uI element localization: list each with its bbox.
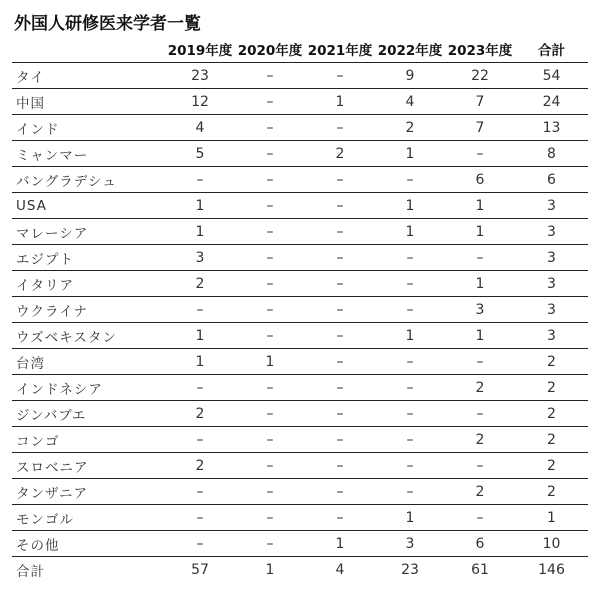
table-row: [12, 453, 588, 479]
year-value-cell: 2: [445, 479, 515, 505]
country-name: USA: [12, 193, 165, 219]
year-value-cell: 4: [375, 89, 445, 115]
header-total: 合計: [515, 36, 588, 63]
total-row: [12, 557, 588, 583]
table-row: [12, 89, 588, 115]
country-name: タンザニア: [12, 479, 165, 505]
year-value-cell: –: [375, 349, 445, 375]
year-value-cell: –: [235, 141, 305, 167]
row-total-cell: 54: [515, 63, 588, 89]
year-value-cell: 1: [445, 323, 515, 349]
year-value-cell: –: [235, 401, 305, 427]
year-value-cell: 1: [305, 531, 375, 557]
year-value-cell: 1: [445, 193, 515, 219]
year-value-cell: –: [305, 401, 375, 427]
year-value-cell: 1: [445, 219, 515, 245]
country-name: インドネシア: [12, 375, 165, 401]
year-value-cell: –: [305, 323, 375, 349]
year-value-cell: –: [235, 531, 305, 557]
country-name: コンゴ: [12, 427, 165, 453]
year-value-cell: –: [235, 453, 305, 479]
year-value-cell: –: [235, 427, 305, 453]
year-value-cell: –: [165, 297, 235, 323]
year-value-cell: –: [375, 427, 445, 453]
row-total-cell: 3: [515, 245, 588, 271]
year-value-cell: –: [305, 479, 375, 505]
year-value-cell: –: [165, 167, 235, 193]
header-country: [12, 36, 165, 63]
row-total-cell: 3: [515, 193, 588, 219]
year-value-cell: –: [235, 323, 305, 349]
year-value-cell: 57: [191, 561, 209, 578]
year-value-cell: –: [305, 427, 375, 453]
year-value-cell: –: [235, 193, 305, 219]
country-name: 合計: [16, 563, 45, 580]
year-value-cell: 6: [445, 531, 515, 557]
year-value-cell: –: [235, 245, 305, 271]
row-total-cell: 8: [515, 141, 588, 167]
row-total-cell: 13: [515, 115, 588, 141]
row-total-cell: 3: [515, 219, 588, 245]
table-row: [12, 323, 588, 349]
year-value-cell: 1: [165, 193, 235, 219]
foreign-trainee-table: [12, 36, 588, 582]
year-value-cell: 1: [445, 271, 515, 297]
year-value-cell: 23: [401, 561, 419, 578]
header-2021: 2021年度: [305, 36, 375, 63]
year-value-cell: –: [375, 453, 445, 479]
year-value-cell: –: [305, 297, 375, 323]
table-row: [12, 401, 588, 427]
country-name: モンゴル: [12, 505, 165, 531]
year-value-cell: 2: [445, 375, 515, 401]
year-value-cell: –: [445, 245, 515, 271]
year-value-cell: –: [305, 453, 375, 479]
year-value-cell: 1: [235, 349, 305, 375]
country-name: エジプト: [12, 245, 165, 271]
year-value-cell: 1: [375, 193, 445, 219]
table-row: [12, 427, 588, 453]
row-total-cell: 24: [515, 89, 588, 115]
row-total-cell: 2: [515, 349, 588, 375]
year-value-cell: –: [305, 167, 375, 193]
row-total-cell: 3: [515, 323, 588, 349]
year-value-cell: 22: [445, 63, 515, 89]
row-total-cell: 3: [515, 271, 588, 297]
country-name: ミャンマー: [12, 141, 165, 167]
table-row: [12, 479, 588, 505]
year-value-cell: –: [235, 271, 305, 297]
table-row: [12, 349, 588, 375]
year-value-cell: –: [305, 245, 375, 271]
year-value-cell: –: [235, 89, 305, 115]
year-value-cell: 4: [335, 561, 345, 578]
year-value-cell: –: [305, 63, 375, 89]
row-total-cell: 1: [515, 505, 588, 531]
table-row: [12, 63, 588, 89]
table-row: [12, 219, 588, 245]
row-total-cell: 2: [515, 375, 588, 401]
year-value-cell: –: [235, 115, 305, 141]
row-total-cell: 2: [515, 453, 588, 479]
year-value-cell: 2: [305, 141, 375, 167]
row-total-cell: 6: [515, 167, 588, 193]
year-value-cell: 1: [375, 505, 445, 531]
year-value-cell: 2: [375, 115, 445, 141]
row-total-cell: 3: [515, 297, 588, 323]
year-value-cell: 3: [375, 531, 445, 557]
country-name: 中国: [12, 89, 165, 115]
year-value-cell: –: [165, 427, 235, 453]
header-2020: 2020年度: [235, 36, 305, 63]
year-value-cell: 2: [165, 401, 235, 427]
year-value-cell: 1: [165, 349, 235, 375]
header-2019: 2019年度: [165, 36, 235, 63]
year-value-cell: 4: [165, 115, 235, 141]
year-value-cell: 1: [305, 89, 375, 115]
row-total-cell: 2: [515, 427, 588, 453]
year-value-cell: –: [375, 375, 445, 401]
year-value-cell: 1: [165, 219, 235, 245]
year-value-cell: 12: [165, 89, 235, 115]
year-value-cell: –: [235, 375, 305, 401]
year-value-cell: –: [305, 219, 375, 245]
year-value-cell: 61: [471, 561, 489, 578]
year-value-cell: 5: [165, 141, 235, 167]
year-value-cell: 2: [445, 427, 515, 453]
country-name: イタリア: [12, 271, 165, 297]
year-value-cell: –: [305, 115, 375, 141]
year-value-cell: 23: [165, 63, 235, 89]
year-value-cell: –: [235, 167, 305, 193]
year-value-cell: –: [235, 479, 305, 505]
country-name: 台湾: [12, 349, 165, 375]
year-value-cell: –: [165, 479, 235, 505]
year-value-cell: 1: [165, 323, 235, 349]
year-value-cell: –: [165, 505, 235, 531]
year-value-cell: –: [375, 245, 445, 271]
page-title: 外国人研修医来学者一覧: [14, 14, 201, 34]
year-value-cell: –: [165, 531, 235, 557]
header-2022: 2022年度: [375, 36, 445, 63]
year-value-cell: 9: [375, 63, 445, 89]
country-name: ウクライナ: [12, 297, 165, 323]
year-value-cell: –: [305, 193, 375, 219]
table-row: [12, 167, 588, 193]
year-value-cell: –: [445, 141, 515, 167]
table-row: [12, 505, 588, 531]
year-value-cell: –: [445, 401, 515, 427]
table-row: [12, 245, 588, 271]
year-value-cell: 2: [165, 453, 235, 479]
year-value-cell: –: [235, 219, 305, 245]
year-value-cell: 1: [375, 323, 445, 349]
header-2023: 2023年度: [445, 36, 515, 63]
table-row: [12, 271, 588, 297]
year-value-cell: –: [235, 63, 305, 89]
year-value-cell: –: [445, 505, 515, 531]
year-value-cell: –: [305, 271, 375, 297]
year-value-cell: 3: [445, 297, 515, 323]
year-value-cell: 6: [445, 167, 515, 193]
row-total-cell: 2: [515, 401, 588, 427]
country-name: ウズベキスタン: [12, 323, 165, 349]
row-total-cell: 10: [515, 531, 588, 557]
year-value-cell: 1: [265, 561, 275, 578]
year-value-cell: 2: [165, 271, 235, 297]
year-value-cell: –: [235, 505, 305, 531]
row-total-cell: 2: [515, 479, 588, 505]
year-value-cell: –: [235, 297, 305, 323]
year-value-cell: –: [305, 375, 375, 401]
row-total-cell: 146: [538, 561, 565, 578]
table-row: [12, 141, 588, 167]
year-value-cell: –: [375, 167, 445, 193]
country-name: スロベニア: [12, 453, 165, 479]
table-row: [12, 193, 588, 219]
year-value-cell: –: [375, 297, 445, 323]
country-name: ジンバブエ: [12, 401, 165, 427]
year-value-cell: –: [445, 453, 515, 479]
year-value-cell: 7: [445, 115, 515, 141]
header-row: [12, 36, 588, 63]
country-name: その他: [12, 531, 165, 557]
table-row: [12, 375, 588, 401]
year-value-cell: 1: [375, 141, 445, 167]
table-row: [12, 531, 588, 557]
year-value-cell: –: [445, 349, 515, 375]
year-value-cell: –: [305, 505, 375, 531]
year-value-cell: –: [375, 401, 445, 427]
country-name: バングラデシュ: [12, 167, 165, 193]
country-name: インド: [12, 115, 165, 141]
country-name: タイ: [12, 63, 165, 89]
year-value-cell: –: [165, 375, 235, 401]
table-row: [12, 115, 588, 141]
country-name: マレーシア: [12, 219, 165, 245]
year-value-cell: 3: [165, 245, 235, 271]
year-value-cell: 7: [445, 89, 515, 115]
year-value-cell: –: [375, 479, 445, 505]
table-row: [12, 297, 588, 323]
year-value-cell: –: [375, 271, 445, 297]
year-value-cell: –: [305, 349, 375, 375]
year-value-cell: 1: [375, 219, 445, 245]
